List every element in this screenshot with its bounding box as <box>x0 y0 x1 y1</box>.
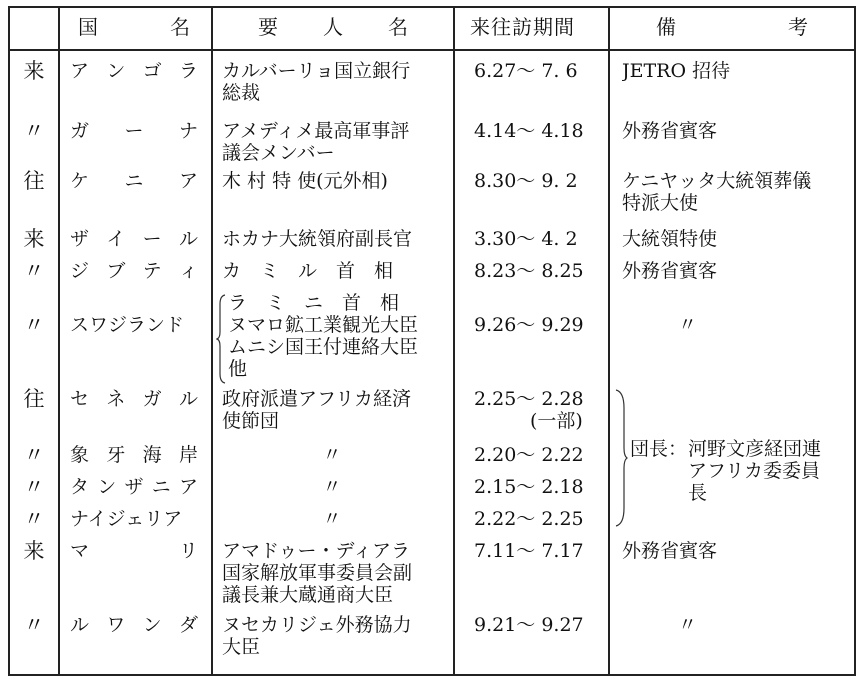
header-remarks-char: 備 <box>656 16 676 38</box>
period-line: 9.26～ 9.29 <box>474 314 584 336</box>
period-cell <box>474 60 606 82</box>
direction-cell: 〃 <box>23 260 45 282</box>
person-line: アメディメ最高軍事評 <box>222 120 410 142</box>
country-cell <box>70 614 198 636</box>
country-char: ア <box>178 170 198 192</box>
country-char: 牙 <box>106 444 126 466</box>
table-right-border <box>854 6 856 676</box>
country-char: ネ <box>106 388 126 410</box>
header-country <box>78 16 190 38</box>
header-country-char: 名 <box>170 16 190 38</box>
country-char: タ <box>70 476 90 498</box>
remarks-line: ケニヤッタ大統領葬儀 <box>622 170 812 192</box>
person-line: 総裁 <box>222 82 261 104</box>
country-char: ガ <box>70 120 90 142</box>
header-person-char: 人 <box>323 16 343 38</box>
country-char: ル <box>178 388 198 410</box>
direction-cell: 〃 <box>23 444 45 466</box>
direction-cell: 〃 <box>23 314 45 336</box>
group-remark-line: 長 <box>688 482 708 504</box>
table-bottom-border <box>8 674 856 676</box>
country-char: ン <box>142 614 162 636</box>
group-brace-icon <box>614 388 628 528</box>
direction-cell: 往 <box>23 388 45 410</box>
period-cell <box>474 444 606 466</box>
person-line: ムニシ国王付連絡大臣 <box>228 336 419 358</box>
header-remarks-char: 考 <box>788 16 808 38</box>
period-cell <box>474 314 606 336</box>
period-line: 8.23～ 8.25 <box>474 260 584 282</box>
table-top-border <box>8 6 856 8</box>
direction-cell: 往 <box>23 170 45 192</box>
country-char: ア <box>70 60 90 82</box>
country-char: ザ <box>70 228 90 250</box>
person-cell <box>228 292 458 380</box>
country-char: ニ <box>124 170 144 192</box>
country-cell <box>70 476 198 498</box>
period-cell <box>474 228 606 250</box>
period-cell <box>474 388 606 432</box>
country-char: ゴ <box>142 60 162 82</box>
person-line: 〃 <box>322 476 342 498</box>
person-cell <box>222 476 452 498</box>
direction-cell: 来 <box>23 540 45 562</box>
header-person-char: 名 <box>388 16 408 38</box>
country-char: ィ <box>178 260 198 282</box>
country-char: イ <box>106 228 126 250</box>
country-char: セ <box>70 388 90 410</box>
country-char: ガ <box>142 388 162 410</box>
period-line: 6.27～ 7. 6 <box>474 60 578 82</box>
period-cell <box>474 614 606 636</box>
country-cell <box>70 228 198 250</box>
direction-cell: 来 <box>23 228 45 250</box>
visits-table <box>8 6 856 676</box>
period-line: 2.25～ 2.28 <box>474 388 584 410</box>
person-brace-icon <box>216 294 226 384</box>
remarks-cell <box>622 60 850 82</box>
country-char: リ <box>178 540 198 562</box>
person-line: ラ ミ ニ 首 相 <box>228 292 400 314</box>
period-line: 4.14～ 4.18 <box>474 120 584 142</box>
person-cell <box>222 508 452 530</box>
direction-cell: 〃 <box>23 508 45 530</box>
country-char: ル <box>178 228 198 250</box>
country-char: ー <box>124 120 144 142</box>
period-cell <box>474 476 606 498</box>
country-char: ナ <box>178 120 198 142</box>
country-cell <box>70 120 198 142</box>
col-divider-2 <box>211 6 213 676</box>
person-line: 議会メンバー <box>222 142 335 164</box>
person-cell <box>222 540 452 606</box>
remarks-line: 外務省賓客 <box>622 260 718 282</box>
remarks-cell <box>622 614 850 636</box>
remarks-cell <box>622 314 850 336</box>
remarks-line: 特派大使 <box>622 192 699 214</box>
person-cell <box>222 228 452 250</box>
person-line: 〃 <box>322 444 342 466</box>
country-char: ジ <box>70 260 90 282</box>
country-char: ラ <box>178 60 198 82</box>
remarks-cell <box>622 260 850 282</box>
remarks-line: 外務省賓客 <box>622 540 718 562</box>
period-cell <box>474 508 606 530</box>
period-cell <box>474 170 606 192</box>
country-cell <box>70 508 198 530</box>
person-cell <box>222 388 452 432</box>
country-char: ル <box>70 614 90 636</box>
person-cell <box>222 170 452 192</box>
person-line: カルバーリョ国立銀行 <box>222 60 411 82</box>
person-line: ホカナ大統領府副長官 <box>222 228 413 250</box>
period-cell <box>474 120 606 142</box>
group-remark-line: アフリカ委委員 <box>688 460 821 482</box>
period-line: 2.22～ 2.25 <box>474 508 584 530</box>
person-cell <box>222 614 452 658</box>
remarks-cell <box>622 120 850 142</box>
country-char: 海 <box>142 444 162 466</box>
header-person-char: 要 <box>258 16 278 38</box>
table-left-border <box>8 6 10 676</box>
remarks-cell <box>622 540 850 562</box>
person-line: 政府派遣アフリカ経済 <box>222 388 412 410</box>
country-char: ワ <box>106 614 126 636</box>
period-cell <box>474 260 606 282</box>
person-line: 議長兼大蔵通商大臣 <box>222 584 394 606</box>
col-divider-4 <box>608 6 610 676</box>
country-char: ニ <box>151 476 171 498</box>
person-line: ヌセカリジェ外務協力 <box>222 614 412 636</box>
country-char: ブ <box>106 260 126 282</box>
country-char: ン <box>97 476 117 498</box>
country-char: ケ <box>70 170 90 192</box>
country-cell <box>70 60 198 82</box>
group-remark-line: 河野文彦経団連 <box>688 438 822 460</box>
remarks-cell <box>622 170 850 214</box>
period-line: 8.30～ 9. 2 <box>474 170 578 192</box>
period-line: 2.20～ 2.22 <box>474 444 584 466</box>
country-char: ア <box>178 476 198 498</box>
person-cell <box>222 260 452 282</box>
country-char: ザ <box>124 476 144 498</box>
country-char: ダ <box>178 614 198 636</box>
remarks-line: JETRO 招待 <box>622 60 731 82</box>
remarks-line: 大統領特使 <box>622 228 718 250</box>
remarks-cell <box>622 228 850 250</box>
person-line: 国家解放軍事委員会副 <box>222 562 413 584</box>
remarks-line: 〃 <box>678 314 698 336</box>
period-line: 7.11～ 7.17 <box>474 540 584 562</box>
direction-cell: 来 <box>23 60 45 82</box>
country-char: スワジランド <box>70 314 185 336</box>
person-line: カ ミ ル 首 相 <box>222 260 394 282</box>
header-person <box>258 16 408 38</box>
country-cell <box>70 444 198 466</box>
header-remarks <box>656 16 808 38</box>
person-line: アマドゥー・ディアラ <box>222 540 411 562</box>
country-cell <box>70 260 198 282</box>
person-line: 大臣 <box>222 636 261 658</box>
country-cell <box>70 540 198 562</box>
person-line: 使節団 <box>222 410 280 432</box>
person-line: 〃 <box>322 508 342 530</box>
country-char: ー <box>142 228 162 250</box>
group-remark <box>614 388 852 528</box>
country-char: マ <box>70 540 90 562</box>
person-line: 木 村 特 使(元外相) <box>222 170 388 192</box>
remarks-line: 外務省賓客 <box>622 120 718 142</box>
header-separator <box>8 49 856 51</box>
col-divider-1 <box>58 6 60 676</box>
header-period: 来往訪期間 <box>470 16 575 38</box>
person-line: 他 <box>228 358 248 380</box>
remarks-line: 〃 <box>678 614 698 636</box>
person-cell <box>222 60 452 104</box>
country-cell <box>70 170 198 192</box>
country-char: ナイジェリア <box>70 508 183 530</box>
country-char: ン <box>106 60 126 82</box>
country-cell <box>70 314 198 336</box>
direction-cell: 〃 <box>23 476 45 498</box>
country-cell <box>70 388 198 410</box>
group-remark-label: 団長： <box>630 438 688 460</box>
period-line: 3.30～ 4. 2 <box>474 228 578 250</box>
header-country-char: 国 <box>78 16 98 38</box>
person-cell <box>222 120 452 164</box>
period-line: (一部) <box>530 410 583 432</box>
period-line: 2.15～ 2.18 <box>474 476 584 498</box>
person-cell <box>222 444 452 466</box>
country-char: 象 <box>70 444 90 466</box>
person-line: ヌマロ鉱工業観光大臣 <box>228 314 419 336</box>
period-line: 9.21～ 9.27 <box>474 614 584 636</box>
direction-cell: 〃 <box>23 614 45 636</box>
direction-cell: 〃 <box>23 120 45 142</box>
country-char: テ <box>142 260 162 282</box>
country-char: 岸 <box>178 444 198 466</box>
period-cell <box>474 540 606 562</box>
